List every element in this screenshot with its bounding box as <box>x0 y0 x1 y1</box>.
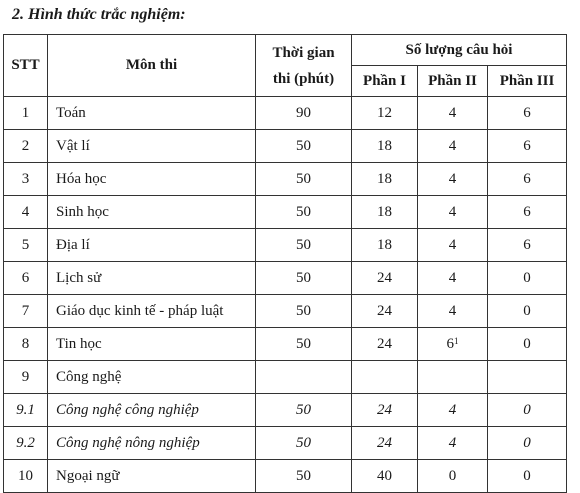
table-row <box>4 229 567 262</box>
cell-part3 <box>488 361 567 394</box>
table-row <box>4 295 567 328</box>
cell-part2 <box>418 328 488 361</box>
cell-part2-text: 4 <box>448 302 457 319</box>
cell-part2 <box>418 262 488 295</box>
cell-time-text: 90 <box>296 104 311 121</box>
cell-subject <box>48 460 256 493</box>
cell-time-text: 50 <box>296 203 311 220</box>
cell-part2 <box>418 427 488 460</box>
cell-part2-text: 4 <box>448 401 457 418</box>
cell-stt-text: 3 <box>21 170 30 187</box>
cell-part1 <box>352 427 418 460</box>
cell-part3 <box>488 163 567 196</box>
cell-stt-text: 6 <box>21 269 30 286</box>
cell-part3-text: 0 <box>523 302 531 319</box>
header-stt: STT <box>4 35 48 97</box>
cell-time <box>256 163 352 196</box>
cell-time <box>256 196 352 229</box>
cell-time-text: 50 <box>296 467 311 484</box>
cell-stt-text: 9.2 <box>16 434 35 451</box>
cell-time-text: 50 <box>296 137 311 154</box>
table-row <box>4 262 567 295</box>
cell-part1-text: 12 <box>377 104 392 121</box>
cell-stt-text: 2 <box>21 137 30 154</box>
cell-stt <box>4 229 48 262</box>
cell-part2 <box>418 97 488 130</box>
cell-subject <box>48 262 256 295</box>
cell-part1 <box>352 295 418 328</box>
cell-part3 <box>488 196 567 229</box>
table-row <box>4 196 567 229</box>
cell-subject-text: Công nghệ <box>56 368 122 385</box>
cell-subject <box>48 394 256 427</box>
cell-stt <box>4 394 48 427</box>
cell-part1-text: 24 <box>377 335 392 352</box>
cell-part3 <box>488 229 567 262</box>
cell-time <box>256 361 352 394</box>
cell-part3-text: 6 <box>523 170 531 187</box>
cell-part1-text: 18 <box>377 203 392 220</box>
cell-subject <box>48 229 256 262</box>
header-time-line2: thi (phút) <box>272 70 335 87</box>
cell-subject-text: Lịch sử <box>56 269 102 286</box>
cell-subject <box>48 361 256 394</box>
cell-subject-text: Giáo dục kinh tế - pháp luật <box>56 302 224 319</box>
cell-part1-text: 40 <box>377 467 392 484</box>
cell-part2-text: 0 <box>448 467 457 484</box>
cell-time <box>256 394 352 427</box>
cell-part1 <box>352 328 418 361</box>
cell-subject-text: Toán <box>56 104 86 121</box>
cell-part3-text: 6 <box>523 137 531 154</box>
table-row <box>4 97 567 130</box>
cell-time <box>256 262 352 295</box>
cell-stt <box>4 97 48 130</box>
cell-time-text: 50 <box>296 170 311 187</box>
cell-subject-text: Ngoại ngữ <box>56 467 120 484</box>
cell-subject-text: Vật lí <box>56 137 90 154</box>
cell-part1 <box>352 262 418 295</box>
header-part2: Phần II <box>418 66 488 97</box>
cell-part1 <box>352 163 418 196</box>
cell-time <box>256 295 352 328</box>
cell-subject <box>48 328 256 361</box>
cell-part1 <box>352 196 418 229</box>
cell-part3 <box>488 328 567 361</box>
cell-part2 <box>418 163 488 196</box>
cell-stt <box>4 295 48 328</box>
cell-part1 <box>352 229 418 262</box>
cell-subject-text: Hóa học <box>56 170 107 187</box>
cell-part1 <box>352 361 418 394</box>
cell-part2-text: 4 <box>448 434 457 451</box>
section-heading: 2. Hình thức trắc nghiệm: <box>12 6 186 23</box>
cell-time-text: 50 <box>296 434 311 451</box>
cell-part2-text: 4 <box>448 104 457 121</box>
cell-stt <box>4 262 48 295</box>
cell-stt <box>4 163 48 196</box>
cell-part2-text: 6 <box>446 335 454 352</box>
cell-part3 <box>488 97 567 130</box>
cell-time <box>256 130 352 163</box>
table-row <box>4 130 567 163</box>
cell-time <box>256 460 352 493</box>
cell-part3-text: 0 <box>523 401 531 418</box>
cell-stt-text: 7 <box>21 302 30 319</box>
cell-stt <box>4 130 48 163</box>
cell-subject-text: Sinh học <box>56 203 109 220</box>
cell-part2 <box>418 196 488 229</box>
cell-part2-text: 4 <box>448 170 457 187</box>
cell-time <box>256 427 352 460</box>
cell-part3-text: 0 <box>523 434 531 451</box>
cell-stt <box>4 427 48 460</box>
cell-time-text: 50 <box>296 335 311 352</box>
cell-part1 <box>352 460 418 493</box>
cell-subject-text: Địa lí <box>56 236 90 253</box>
table-row <box>4 394 567 427</box>
header-time <box>256 35 352 97</box>
cell-part2 <box>418 229 488 262</box>
cell-part2 <box>418 295 488 328</box>
cell-stt-text: 10 <box>18 467 33 484</box>
header-part1: Phần I <box>352 66 418 97</box>
cell-subject <box>48 130 256 163</box>
cell-subject-text: Công nghệ nông nghiệp <box>56 434 200 451</box>
header-questions-group: Số lượng câu hỏi <box>352 35 567 66</box>
footnote-marker: 1 <box>454 335 459 346</box>
cell-part3-text: 6 <box>523 236 531 253</box>
cell-stt-text: 5 <box>21 236 30 253</box>
cell-subject <box>48 427 256 460</box>
table-row <box>4 163 567 196</box>
cell-part2-text: 4 <box>448 203 457 220</box>
cell-part1-text: 24 <box>377 434 392 451</box>
cell-stt <box>4 196 48 229</box>
header-subject: Môn thi <box>48 35 256 97</box>
cell-time <box>256 328 352 361</box>
cell-time-text: 50 <box>296 302 311 319</box>
cell-part2 <box>418 394 488 427</box>
cell-part1-text: 24 <box>377 269 392 286</box>
cell-part2-text: 4 <box>448 236 457 253</box>
cell-part2-text: 4 <box>448 137 457 154</box>
cell-stt <box>4 361 48 394</box>
cell-time <box>256 229 352 262</box>
cell-stt <box>4 328 48 361</box>
cell-part1-text: 18 <box>377 170 392 187</box>
cell-part1-text: 24 <box>377 302 392 319</box>
cell-subject-text: Tin học <box>56 335 102 352</box>
header-time-line1: Thời gian <box>272 44 335 61</box>
cell-part3-text: 6 <box>523 203 531 220</box>
cell-part3-text: 6 <box>523 104 531 121</box>
cell-stt-text: 9 <box>21 368 30 385</box>
cell-part2 <box>418 361 488 394</box>
cell-part3 <box>488 394 567 427</box>
cell-part1-text: 18 <box>377 236 392 253</box>
cell-subject <box>48 163 256 196</box>
table-row <box>4 361 567 394</box>
cell-part3 <box>488 427 567 460</box>
cell-part3 <box>488 295 567 328</box>
cell-part3 <box>488 130 567 163</box>
cell-part2 <box>418 460 488 493</box>
cell-part3-text: 0 <box>523 269 531 286</box>
cell-time-text: 50 <box>296 236 311 253</box>
cell-subject-text: Công nghệ công nghiệp <box>56 401 199 418</box>
table-row <box>4 427 567 460</box>
cell-part1 <box>352 97 418 130</box>
cell-stt-text: 8 <box>21 335 30 352</box>
cell-subject <box>48 196 256 229</box>
table-row <box>4 460 567 493</box>
cell-part1 <box>352 394 418 427</box>
cell-subject <box>48 295 256 328</box>
cell-stt <box>4 460 48 493</box>
exam-format-table <box>3 34 567 493</box>
cell-stt-text: 1 <box>21 104 30 121</box>
cell-part3-text: 0 <box>523 467 531 484</box>
cell-part2-text: 4 <box>448 269 457 286</box>
cell-stt-text: 4 <box>21 203 30 220</box>
cell-part3-text: 0 <box>523 335 531 352</box>
cell-time <box>256 97 352 130</box>
cell-time-text: 50 <box>296 401 311 418</box>
cell-subject <box>48 97 256 130</box>
cell-part1-text: 24 <box>377 401 392 418</box>
header-part3: Phần III <box>488 66 567 97</box>
cell-part2 <box>418 130 488 163</box>
cell-stt-text: 9.1 <box>16 401 35 418</box>
cell-part1-text: 18 <box>377 137 392 154</box>
cell-part3 <box>488 262 567 295</box>
cell-part1 <box>352 130 418 163</box>
cell-part3 <box>488 460 567 493</box>
cell-time-text: 50 <box>296 269 311 286</box>
table-row <box>4 328 567 361</box>
